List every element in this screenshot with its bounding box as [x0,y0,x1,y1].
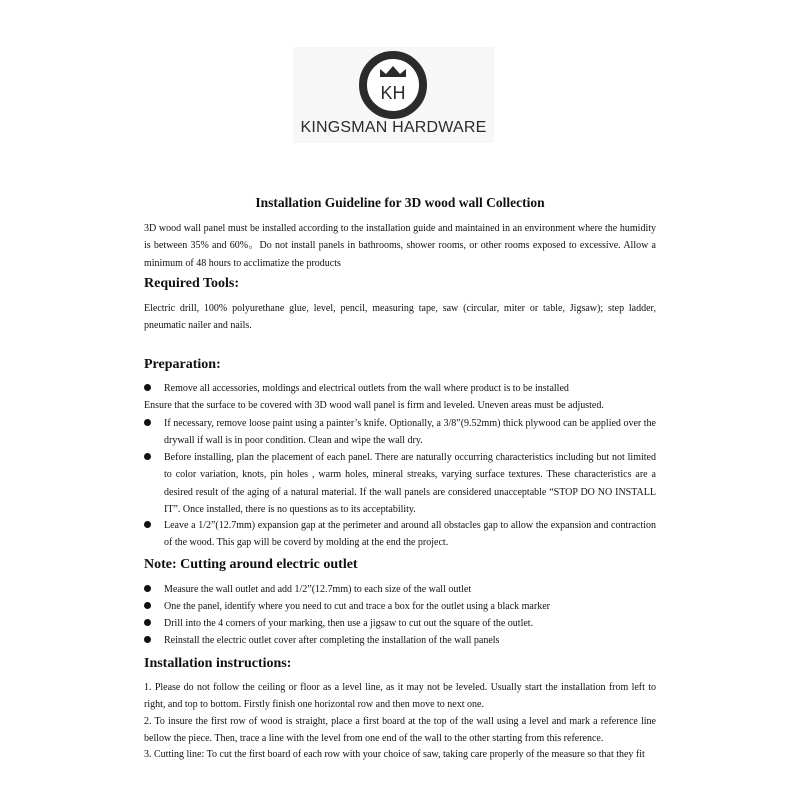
bullet-icon [144,453,151,460]
preparation-heading: Preparation: [144,357,221,372]
list-item [144,380,656,397]
document-title: Installation Guideline for 3D wood wall Collection [255,195,545,210]
bullet-icon [144,585,151,592]
list-item-text: Drill into the 4 corners of your marking, then use a jigsaw to cut out the square of the outlet. [164,618,534,629]
list-item [144,517,656,552]
list-item [144,598,656,615]
list-item-text: Leave a 1/2”(12.7mm) expansion gap at the perimeter and around all obstacles gap to allow the expansion and contraction of the wood. This gap will be coverd by molding at the end the project. [164,520,656,549]
list-item [144,581,656,598]
intro-paragraph: 3D wood wall panel must be installed according to the installation guide and maintained in an environment where the humidity is between 35% and 60%。Do not install panels in bathrooms, shower rooms, or other rooms exposed to excessive. Allow a minimum of 48 hours to acclimatize the products [144,223,656,269]
bullet-icon [144,419,151,426]
bullet-icon [144,602,151,609]
list-item [144,615,656,632]
list-item-text: Before installing, plan the placement of each panel. There are naturally occurring characteristics including but not limited to color variation, knots, pin holes , warm holes, mineral streaks, varying surface textures. These characteristics are a desired result of the aging of a natural material. If the wall panels are considered unacceptable “STOP DO NO INSTALL IT”. Once installed, there is no questions as to its acceptability. [164,452,656,515]
brand-word-2: HARDWARE [392,119,487,136]
brand-name [293,119,494,137]
cutting-heading: Note: Cutting around electric outlet [144,557,358,572]
installation-step-1: 1. Please do not follow the ceiling or floor as a level line, as it may not be leveled. Usually start the installation from left to right, and top to bottom. Firstly finish one horizontal row and then move to next one. [144,682,656,711]
bullet-icon [144,521,151,528]
list-item-text: One the panel, identify where you need to cut and trace a box for the outlet using a black marker [164,601,550,612]
list-item-text: Reinstall the electric outlet cover after completing the installation of the wall panels [164,635,500,646]
list-item-text: Remove all accessories, moldings and electrical outlets from the wall where product is to be installed [164,383,569,394]
preparation-note: Ensure that the surface to be covered with 3D wood wall panel is firm and leveled. Uneven areas must be adjusted. [144,400,604,411]
monogram-text: KH [380,83,406,103]
bullet-icon [144,636,151,643]
list-item [144,415,656,450]
bullet-icon [144,384,151,391]
brand-word-1: KINGSMAN [300,119,388,136]
brand-logo [293,47,494,143]
list-item [144,632,656,649]
installation-heading: Installation instructions: [144,656,292,671]
list-item-text: If necessary, remove loose paint using a painter’s knife. Optionally, a 3/8”(9.52mm) thick plywood can be applied over the drywall if wall is in poor condition. Clean and wipe the wall dry. [164,418,656,447]
list-item [144,449,656,518]
installation-step-3: 3. Cutting line: To cut the first board of each row with your choice of saw, taking care properly of the measure so that they fit [144,749,645,760]
required-tools-heading: Required Tools: [144,276,240,291]
bullet-icon [144,619,151,626]
required-tools-text: Electric drill, 100% polyurethane glue, level, pencil, measuring tape, saw (circular, miter or table, Jigsaw); step ladder, pneumatic nailer and nails. [144,303,656,332]
installation-step-2: 2. To insure the first row of wood is straight, place a first board at the top of the wall using a level and mark a reference line bellow the piece. Then, trace a line with the level from one end of the wall to the other starting from this reference. [144,716,656,745]
list-item-text: Measure the wall outlet and add 1/2”(12.7mm) to each size of the wall outlet [164,584,472,595]
